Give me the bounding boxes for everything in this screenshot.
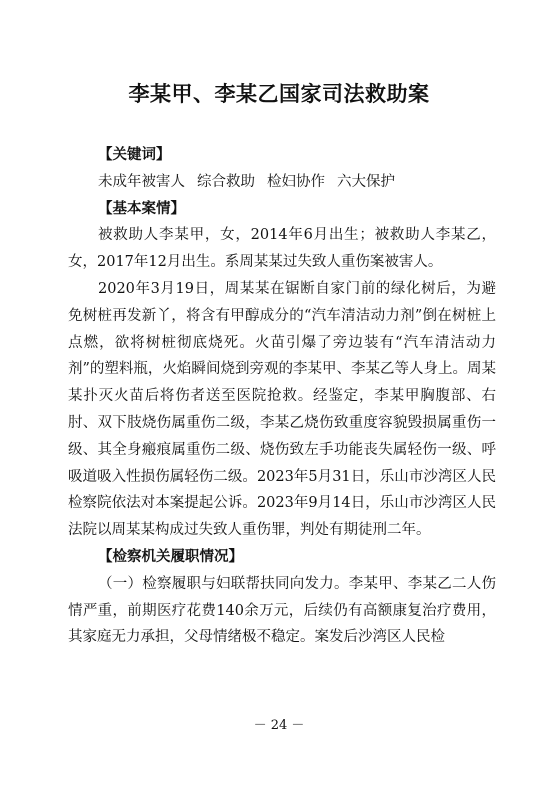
keyword: 综合救助	[197, 173, 255, 190]
keyword: 检妇协作	[267, 173, 325, 190]
case-heading: 【基本案情】	[98, 200, 185, 217]
page-number: － 24 －	[253, 718, 305, 733]
keywords-heading: 【关键词】	[98, 147, 171, 163]
performance-heading: 【检察机关履职情况】	[98, 548, 243, 565]
keywords-line	[68, 169, 496, 196]
performance-paragraph: （一）检察履职与妇联帮扶同向发力。李某甲、李某乙二人伤情严重，前期医疗花费140余万元，后续仍有高额康复治疗费用，其家庭无力承担，父母情绪极不稳定。案发后沙湾区人民检	[68, 575, 496, 646]
document-title: 李某甲、李某乙国家司法救助案	[128, 82, 430, 106]
keyword: 未成年被害人	[98, 173, 185, 190]
case-paragraph: 被救助人李某甲，女，2014年6月出生；被救助人李某乙，女，2017年12月出生。系周某某过失致人重伤案被害人。	[68, 227, 496, 271]
keyword: 六大保护	[337, 173, 395, 190]
document-body	[68, 142, 496, 651]
case-paragraph: 2020年3月19日，周某某在锯断自家门前的绿化树后，为避免树桩再发新丫，将含有甲醇成分的“汽车清洁动力剂”倒在树桩上点燃，欲将树桩彻底烧死。火苗引爆了旁边装有“汽车清洁动力剂”的塑料瓶，火焰瞬间烧到旁观的李某甲、李某乙等人身上。周某某扑灭火苗后将伤者送至医院抢救。经鉴定，李某甲胸腹部、右肘、双下肢烧伤属重伤二级，李某乙烧伤致重度容貌毁损属重伤一级、其全身瘢痕属重伤二级、烧伤致左手功能丧失属轻伤一级、呼吸道吸入性损伤属轻伤二级。2023年5月31日，乐山市沙湾区人民检察院依法对本案提起公诉。2023年9月14日，乐山市沙湾区人民法院以周某某构成过失致人重伤罪，判处有期徒刑二年。	[68, 280, 496, 539]
